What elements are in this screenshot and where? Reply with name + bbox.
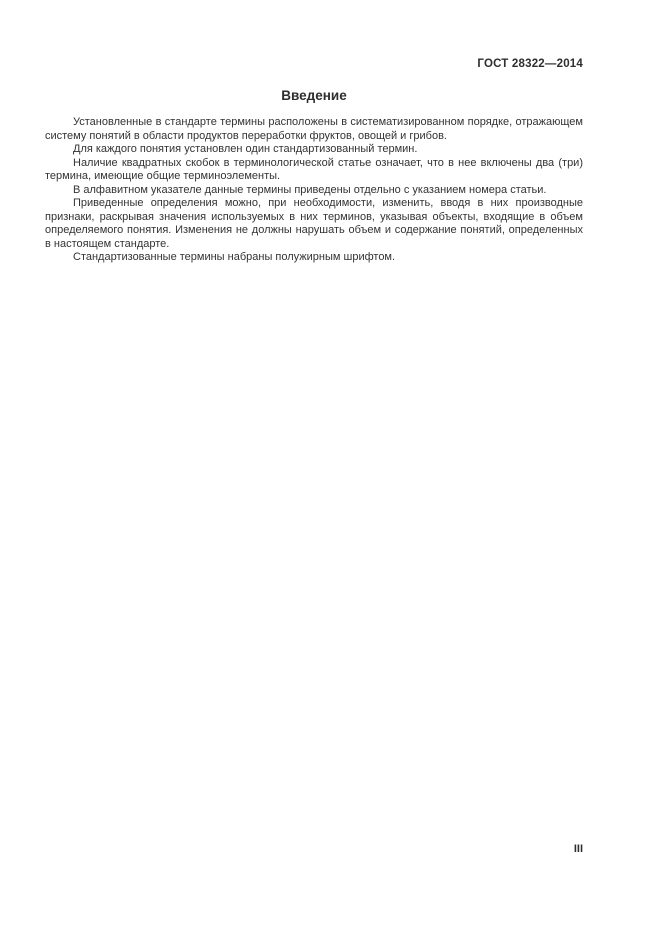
paragraph: Установленные в стандарте термины расположены в систематизированном порядке, отражающем систему понятий в области продуктов переработки фруктов, овощей и грибов. [45,116,583,142]
paragraph: В алфавитном указателе данные термины приведены отдельно с указанием номера статьи. [73,183,547,196]
paragraph: Для каждого понятия установлен один стандартизованный термин. [73,143,418,155]
document-code: ГОСТ 28322—2014 [477,58,583,70]
paragraph: Приведенные определения можно, при необходимости, изменить, вводя в них производные признаки, раскрывая значения используемых в них терминов, указывая объекты, входящие в объем определяемого понятия. Изменения не должны нарушать объем и содержание понятий, определенных в настоящем стандарте. [45,197,583,250]
page-number: III [573,843,583,855]
paragraph: Наличие квадратных скобок в терминологической статье означает, что в нее включены два (три) термина, имеющие общие терминоэлементы. [45,156,583,182]
paragraph: Стандартизованные термины набраны полужирным шрифтом. [73,251,396,263]
page-title: Введение [281,88,347,103]
document-body [45,116,583,265]
